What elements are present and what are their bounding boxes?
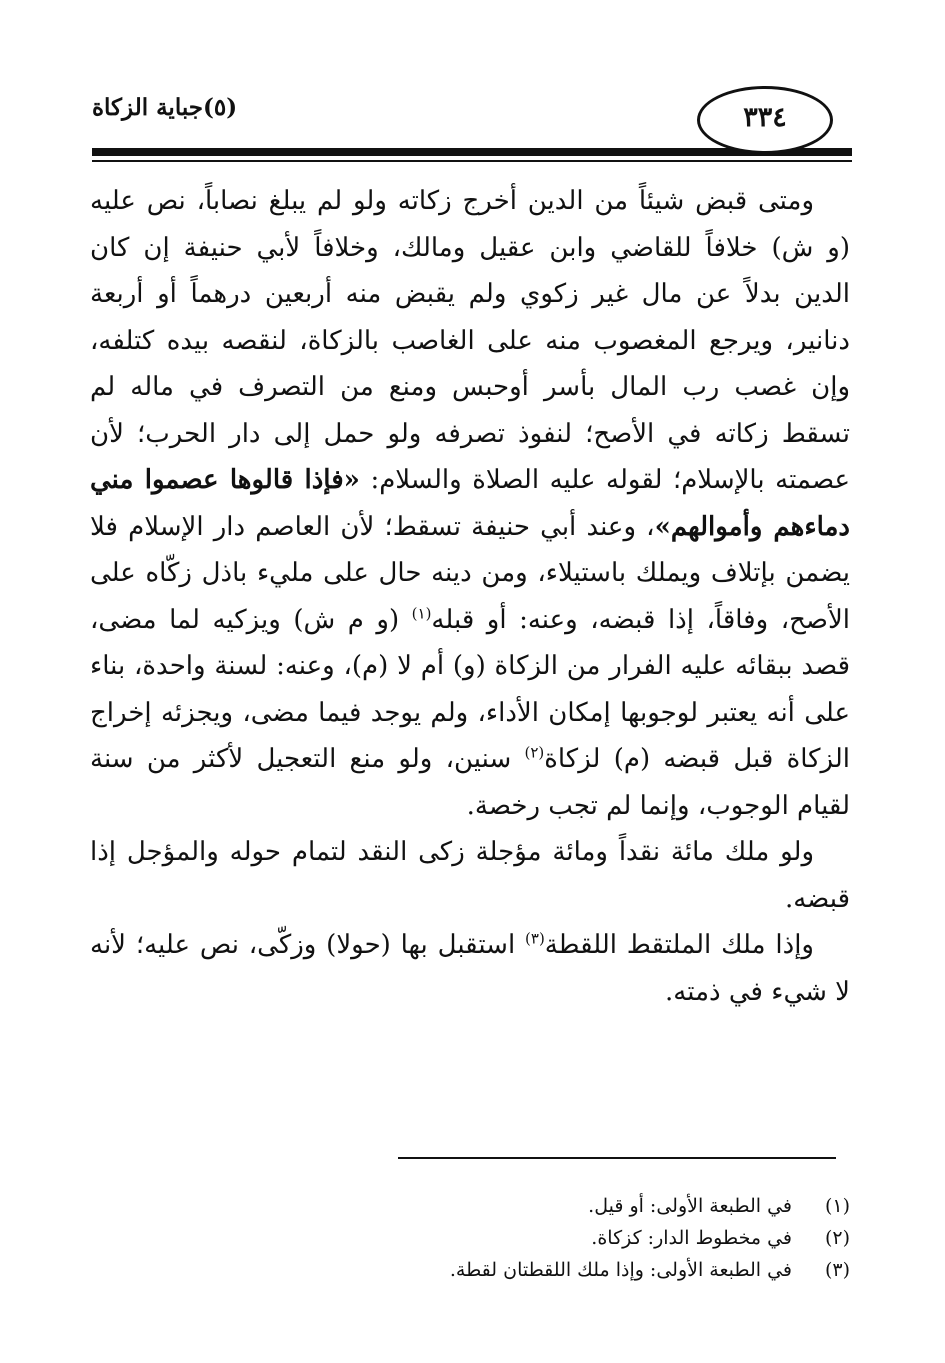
footnote-number: (١) xyxy=(824,1195,850,1217)
footnote-separator xyxy=(398,1157,836,1159)
footnote-ref-3[interactable]: (٣) xyxy=(525,929,545,948)
footnote-ref-1[interactable]: (١) xyxy=(411,603,432,622)
paragraph-1 xyxy=(90,178,850,829)
paragraph-1-part-b: ، وعند أبي حنيفة تسقط؛ لأن العاصم دار الإسلام فلا يضمن بإتلاف ويملك باستيلاء، ومن دينه حال على مليء باذل زكّاه على الأصح، وفاقاً، إذا قبضه، وعنه: أو قبله xyxy=(90,511,851,635)
paragraph-1-part-c: (و م ش) ويزكيه لما مضى، قصد ببقائه عليه الفرار من الزكاة (و) أم لا (م)، وعنه: لسنة واحدة، بناء على أنه يعتبر لوجوبها إمكان الأداء، ولم يوجد فيما مضى، ويجزئه إخراج الزكاة قبل قبضه (م) لزكاة xyxy=(90,604,850,774)
chapter-title: (٥)جباية الزكاة xyxy=(92,94,238,121)
footnote-2 xyxy=(90,1222,850,1254)
header-rule-thin xyxy=(92,160,852,162)
paragraph-1-part-d: سنين، ولو منع التعجيل لأكثر من سنة لقيام الوجوب، وإنما لم تجب رخصة. xyxy=(90,744,850,821)
footnote-text: في الطبعة الأولى: أو قيل. xyxy=(588,1195,792,1217)
paragraph-3-part-a: وإذا ملك الملتقط اللقطة xyxy=(544,930,814,960)
paragraph-3 xyxy=(90,922,850,1015)
hadith-quote: «فإذا قالوها عصموا مني دماءهم وأموالهم» xyxy=(90,465,850,542)
main-text xyxy=(90,178,850,1015)
footnote-1 xyxy=(90,1190,850,1222)
footnote-number: (٣) xyxy=(824,1259,850,1281)
footnote-text: في الطبعة الأولى: وإذا ملك اللقطتان لقطة. xyxy=(449,1259,792,1281)
paragraph-2: ولو ملك مائة نقداً ومائة مؤجلة زكى النقد لتمام حوله والمؤجل إذا قبضه. xyxy=(90,837,850,914)
page-number-badge: ٣٣٤ xyxy=(697,86,833,154)
paragraph-3-part-b: استقبل بها (حولا) وزكّى، نص عليه؛ لأنه لا شيء في ذمته. xyxy=(90,930,850,1007)
footnotes xyxy=(90,1190,850,1286)
paragraph-1-part-a: ومتى قبض شيئاً من الدين أخرج زكاته ولو لم يبلغ نصاباً، نص عليه (و ش) خلافاً للقاضي وابن عقيل ومالك، وخلافاً لأبي حنيفة إن كان الدين بدلاً عن مال غير زكوي ولم يقبض منه أربعين درهماً أو أربعة دنانير، ويرجع المغصوب منه على الغاصب بالزكاة، لنقصه بيده كتلفه، وإن غصب رب المال بأسر أوحبس ومنع من التصرف في ماله لم تسقط زكاته في الأصح؛ لنفوذ تصرفه ولو حمل إلى دار الحرب؛ لأن عصمته بالإسلام؛ لقوله عليه الصلاة والسلام: xyxy=(90,186,851,495)
page-header xyxy=(92,86,852,166)
footnote-ref-2[interactable]: (٢) xyxy=(524,743,545,762)
footnote-text: في مخطوط الدار: كزكاة. xyxy=(591,1227,792,1249)
footnote-3 xyxy=(90,1254,850,1286)
footnote-number: (٢) xyxy=(824,1227,850,1249)
